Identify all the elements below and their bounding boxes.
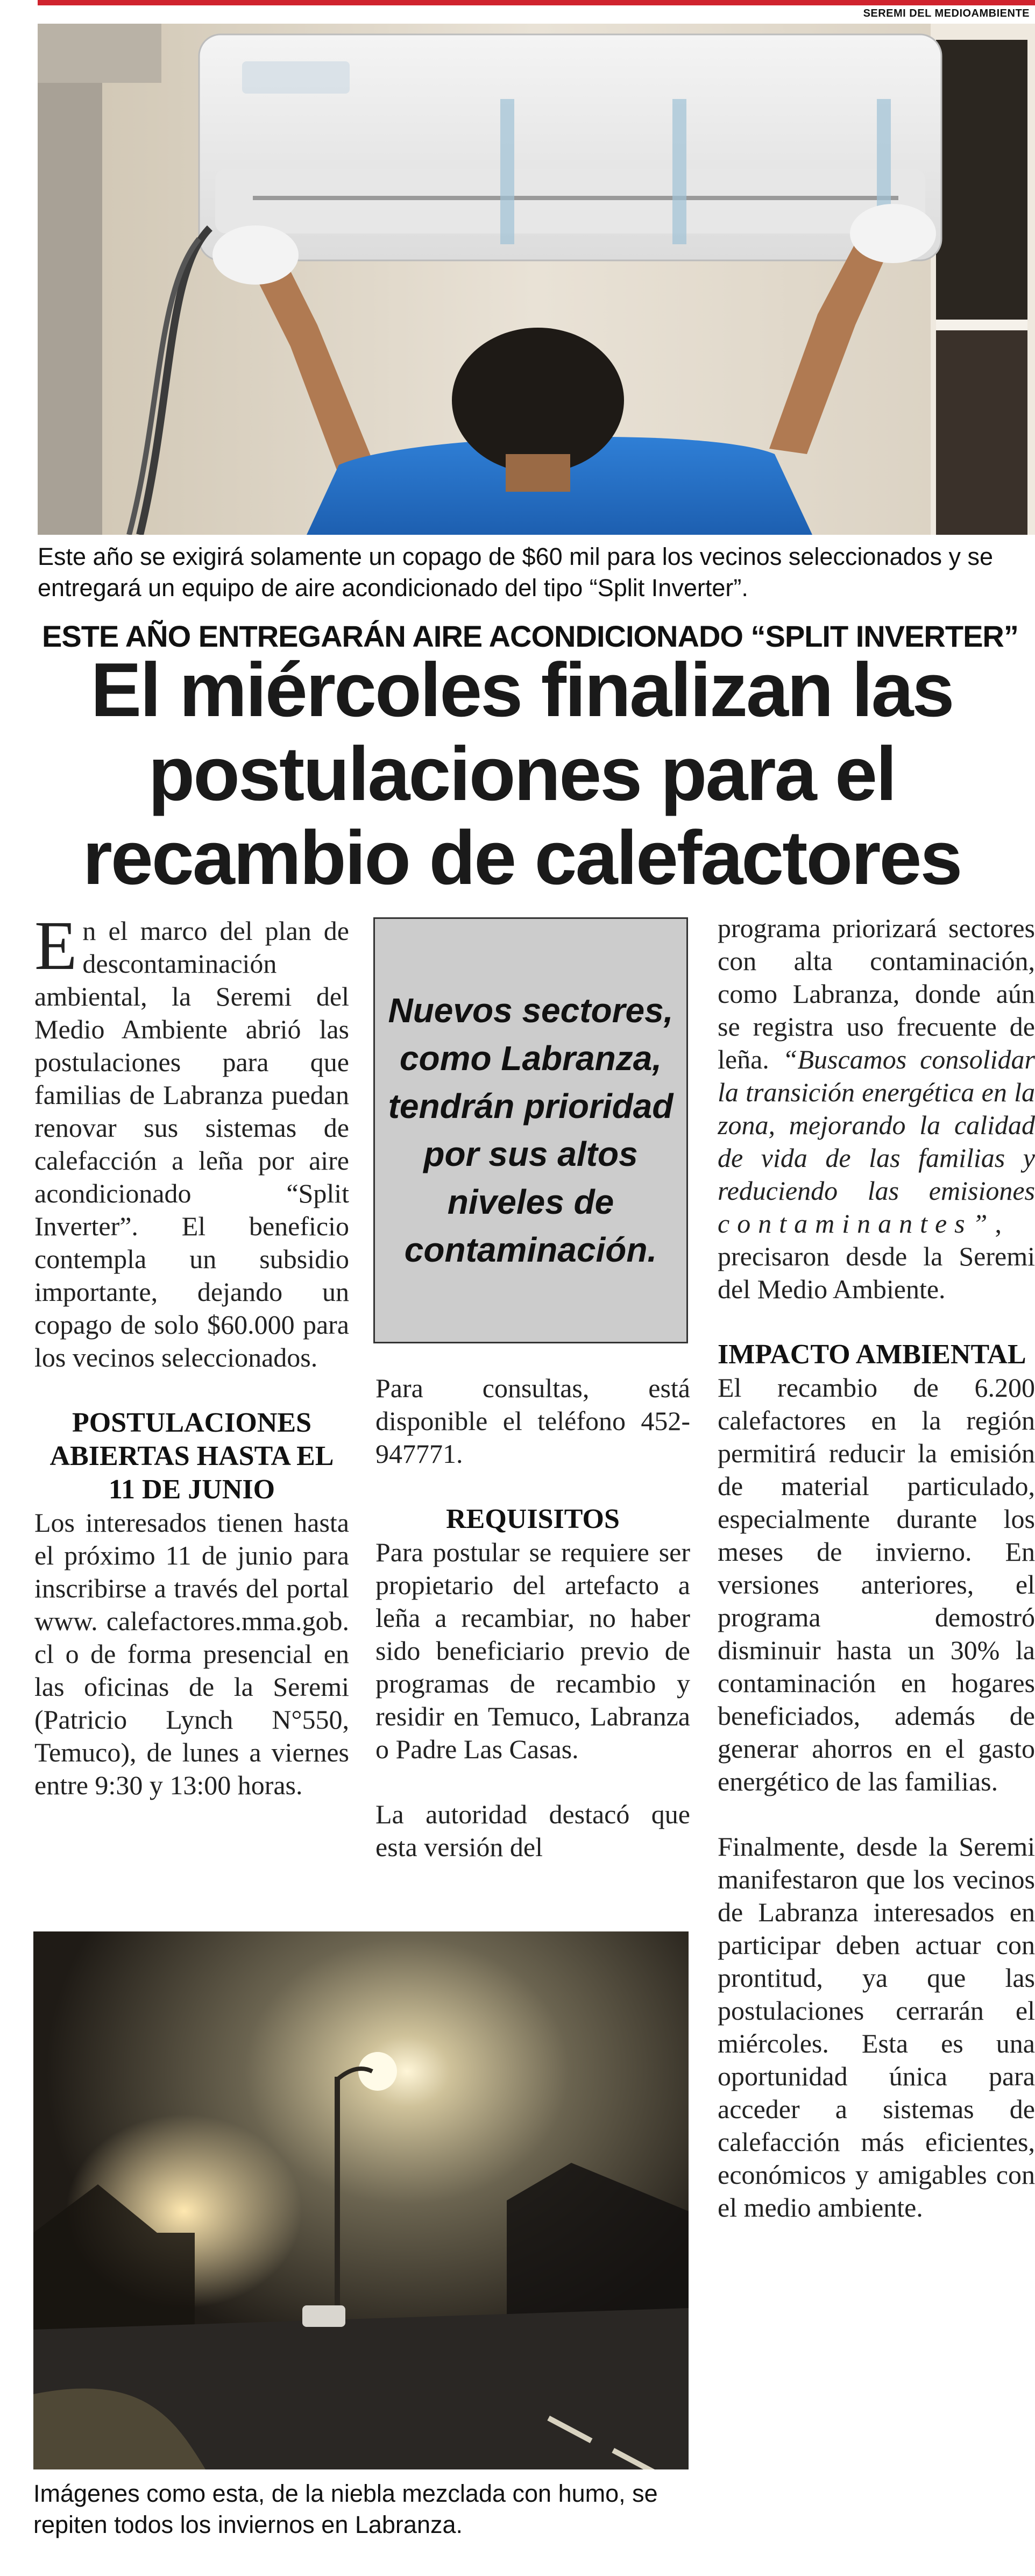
photo-caption-bottom: Imágenes como esta, de la niebla mezclada con humo, se repiten todos los inviernos en Labranza. bbox=[33, 2480, 658, 2538]
subhead-impacto: IMPACTO AMBIENTAL bbox=[718, 1339, 1026, 1370]
authority-paragraph: La autoridad destacó que esta versión del bbox=[375, 1799, 690, 1862]
continuation-paragraph: programa priorizará sectores con alta contaminación, como Labranza, donde aún se registra uso frecuente de leña. “Buscamos consolidar la transición energética en la zona, mejorando la calidad de vida de las familias y reduciendo las emisiones contaminantes”, precisaron desde la Seremi del Medio Ambiente. bbox=[718, 913, 1035, 1304]
photo-ac-installation bbox=[38, 24, 1035, 535]
intro-paragraph: En el marco del plan de descontaminación ambiental, la Seremi del Medio Ambiente abrió las postulaciones para que familias de Labranza puedan renovar sus sistemas de calefacción a leña por aire acondicionado “Split Inverter”. El beneficio contempla un subsidio importante, dejando un copago de solo $60.000 para los vecinos seleccionados. bbox=[34, 907, 349, 1372]
article-column-2 bbox=[375, 1372, 690, 1864]
quote-end: contaminantes” bbox=[718, 1208, 995, 1239]
requirements-paragraph: Para postular se requiere ser propietario del artefacto a leña a recambiar, no haber sido beneficiario previo de programas de recambio y residir en Temuco, Labranza o Padre Las Casas. bbox=[375, 1537, 690, 1764]
kicker: ESTE AÑO ENTREGARÁN AIRE ACONDICIONADO “SPLIT INVERTER” bbox=[42, 619, 1018, 653]
closing-paragraph: Finalmente, desde la Seremi manifestaron que los vecinos de Labranza interesados en participar deben actuar con prontitud, ya que las postulaciones cerrarán el miércoles. Esta es una oportunidad única para acceder a sistemas de calefacción más eficientes, económicos y amigables con el medio ambiente. bbox=[718, 1831, 1035, 2223]
impact-paragraph: El recambio de 6.200 calefactores en la región permitirá reducir la emisión de material particulado, especialmente durante los meses de invierno. En versiones anteriores, el programa demostró disminuir hasta un 30% la contaminación en hogares beneficiados, además de generar ahorros en el gasto energético de las familias. bbox=[718, 1372, 1035, 1796]
headline: El miércoles finalizan las postulaciones para el recambio de calefactores bbox=[82, 647, 961, 901]
quote-text: “Buscamos consolidar la transición energética en la zona, mejorando la calidad de vida de las familias y reduciendo las emisiones bbox=[718, 1044, 1035, 1206]
drop-cap: E bbox=[34, 907, 77, 985]
contact-paragraph: Para consultas, está disponible el teléfono 452-947771. bbox=[375, 1373, 690, 1469]
article-column-3 bbox=[718, 912, 1035, 2224]
subhead-requisitos: REQUISITOS bbox=[446, 1504, 620, 1534]
postulaciones-paragraph: Los interesados tienen hasta el próximo 11 de junio para inscribirse a través del portal www. calefactores.mma.gob. cl o de forma presencial en las oficinas de la Seremi (Patricio Lynch N°550, Temuco), de lunes a viernes entre 9:30 y 13:00 horas. bbox=[34, 1508, 349, 1800]
photo-caption-top: Este año se exigirá solamente un copago de $60 mil para los vecinos seleccionados y se entregará un equipo de aire acondicionado del tipo “Split Inverter”. bbox=[38, 543, 994, 601]
pull-quote-box bbox=[373, 917, 688, 1343]
top-accent-bar bbox=[38, 0, 1035, 5]
subhead-postulaciones: POSTULACIONES ABIERTAS HASTA EL 11 DE JUNIO bbox=[49, 1407, 334, 1505]
photo-foggy-street bbox=[33, 1931, 689, 2469]
pull-quote: Nuevos sectores, como Labranza, tendrán prioridad por sus altos niveles de contaminación. bbox=[388, 991, 674, 1269]
photo-credit: SEREMI DEL MEDIOAMBIENTE bbox=[863, 8, 1030, 19]
article-column-1 bbox=[34, 907, 349, 1802]
